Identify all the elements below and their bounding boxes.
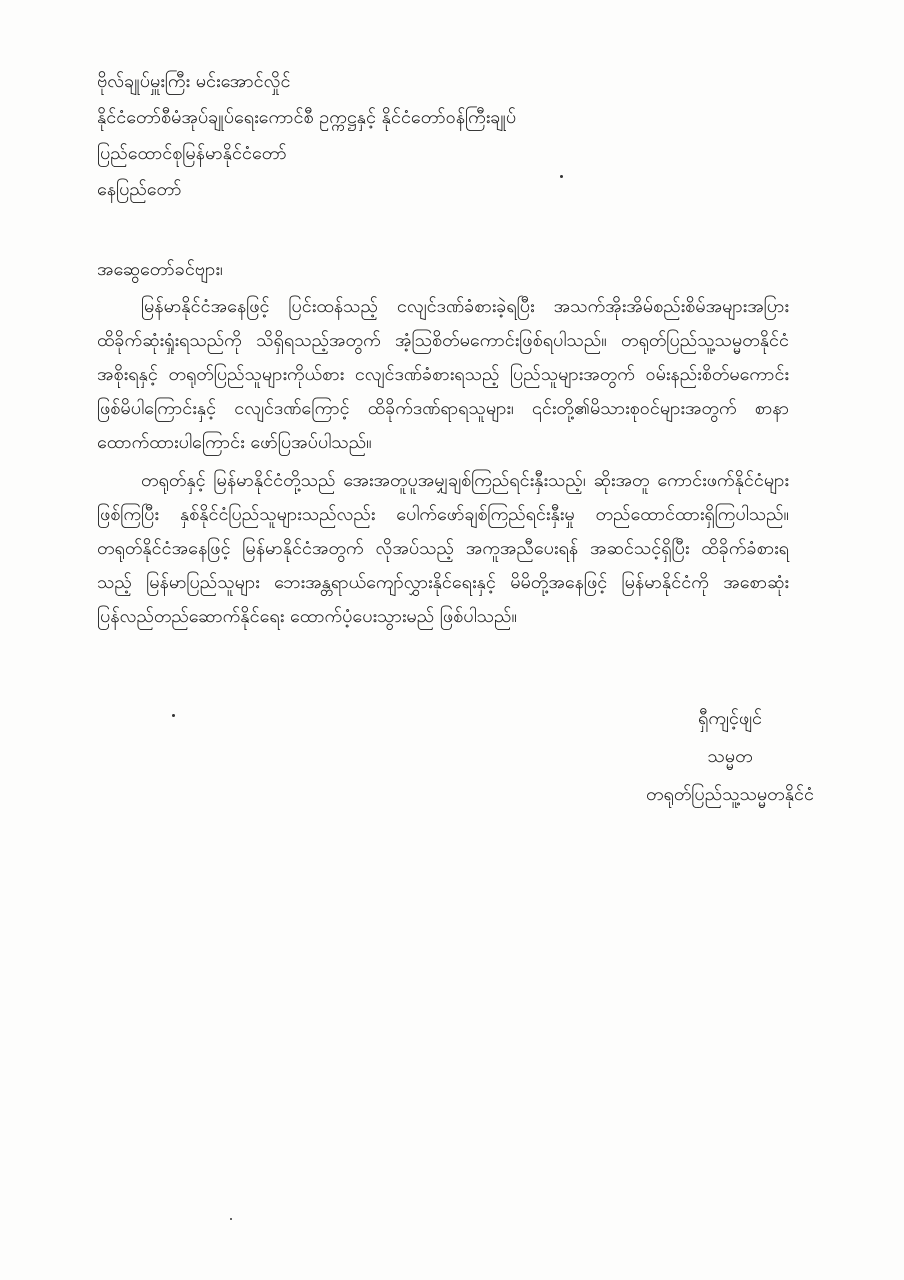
scan-speck (230, 1218, 232, 1220)
body-paragraph-2: တရုတ်နှင့် မြန်မာနိုင်ငံတို့သည် အေးအတူပူအမျှချစ်ကြည်ရင်းနှီးသည့်၊ ဆိုးအတူ ကောင်းဖက်နိုင်ငံများဖြစ်ကြပြီး နှစ်နိုင်ငံပြည်သူများသည်လည်း ပေါက်ဖော်ချစ်ကြည်ရင်းနှီးမှု တည်ထောင်ထားရှိကြပါသည်။ တရုတ်နိုင်ငံအနေဖြင့် မြန်မာနိုင်ငံအတွက် လိုအပ်သည့် အကူအညီပေးရန် အဆင်သင့်ရှိပြီး ထိခိုက်ခံစားရသည့် မြန်မာပြည်သူများ ဘေးအန္တရာယ်ကျော်လွှားနိုင်ရေးနှင့် မိမိတို့အနေဖြင့် မြန်မာနိုင်ငံကို အစောဆုံးပြန်လည်တည်ဆောက်နိုင်ရေး ထောက်ပံ့ပေးသွားမည် ဖြစ်ပါသည်။ (97, 470, 789, 627)
addressee-position: နိုင်ငံတော်စီမံအုပ်ချုပ်ရေးကောင်စီ ဥက္ကဋ္ဌနှင့် နိုင်ငံတော်ဝန်ကြီးချုပ် (97, 107, 517, 128)
letter-body (97, 290, 789, 638)
addressee-name: ဗိုလ်ချုပ်မှူးကြီး မင်းအောင်လှိုင် (97, 71, 291, 92)
scan-speck (560, 175, 563, 178)
signature-block (600, 700, 860, 814)
signatory-title: သမ္မတ (707, 746, 753, 767)
signatory-name: ရှီကျင့်ဖျင် (698, 708, 762, 729)
addressee-city: နေပြည်တော် (97, 179, 182, 200)
signatory-country: တရုတ်ပြည်သူ့သမ္မတနိုင်ငံ (646, 784, 814, 805)
body-paragraph-1: မြန်မာနိုင်ငံအနေဖြင့် ပြင်းထန်သည့် ငလျင်ဒဏ်ခံစားခဲ့ရပြီး အသက်အိုးအိမ်စည်းစိမ်အများအပြား ထိခိုက်ဆုံးရှုံးရသည်ကို သိရှိရသည့်အတွက် အံ့သြစိတ်မကောင်းဖြစ်ရပါသည်။ တရုတ်ပြည်သူ့သမ္မတနိုင်ငံအစိုးရနှင့် တရုတ်ပြည်သူများကိုယ်စား ငလျင်ဒဏ်ခံစားရသည့် ပြည်သူများအတွက် ဝမ်းနည်းစိတ်မကောင်းဖြစ်မိပါကြောင်းနှင့် ငလျင်ဒဏ်ကြောင့် ထိခိုက်ဒဏ်ရာရသူများ၊ ၎င်းတို့၏မိသားစုဝင်များအတွက် စာနာထောက်ထားပါကြောင်း ဖော်ပြအပ်ပါသည်။ (97, 296, 789, 453)
scan-speck (172, 714, 175, 717)
addressee-country: ပြည်ထောင်စုမြန်မာနိုင်ငံတော် (97, 143, 287, 164)
salutation: အဆွေတော်ခင်ဗျား၊ (97, 259, 223, 280)
addressee-block (97, 64, 817, 208)
